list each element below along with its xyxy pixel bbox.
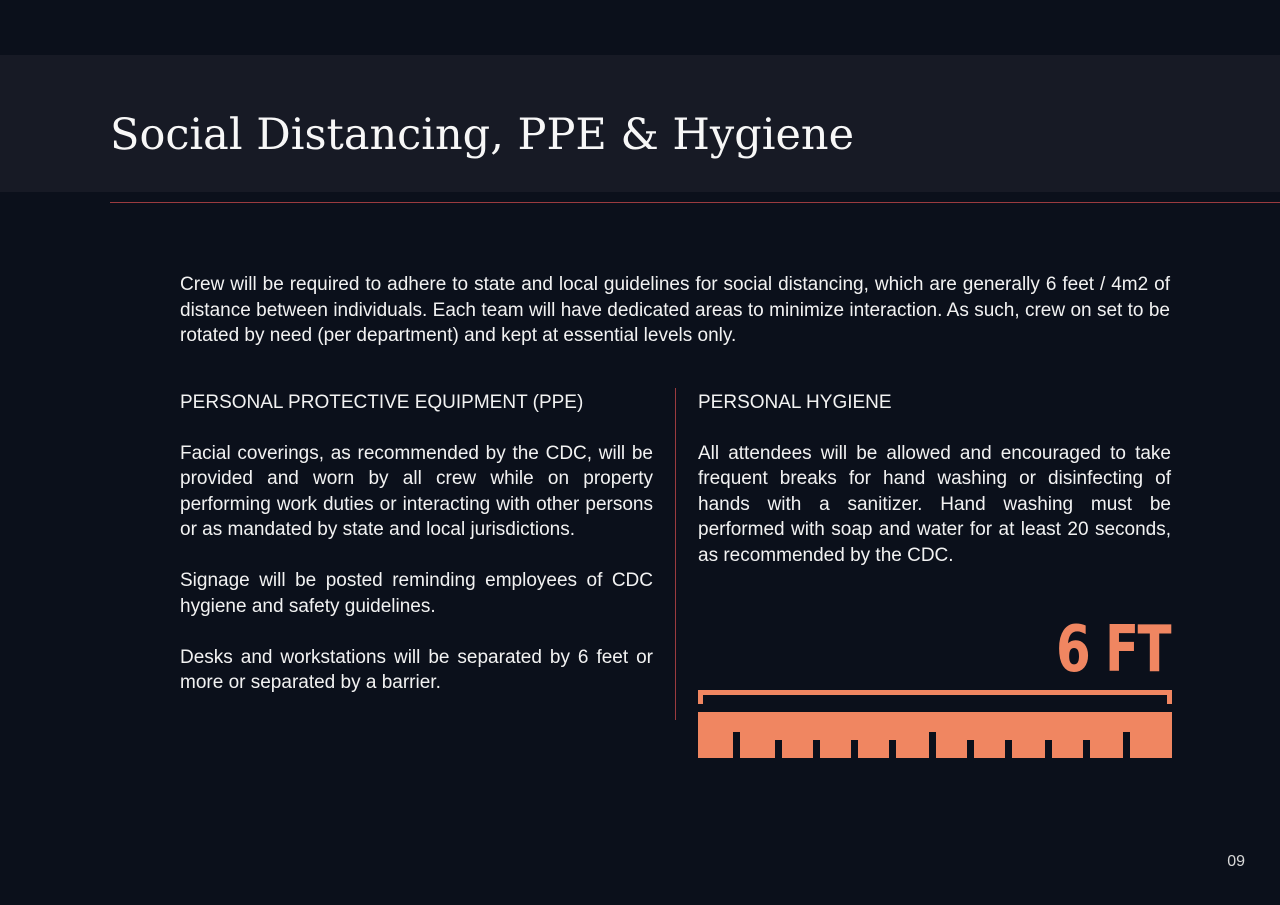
- title-divider: [110, 202, 1280, 203]
- column-divider: [675, 388, 676, 720]
- intro-paragraph: Crew will be required to adhere to state and local guidelines for social distancing, which are generally 6 feet / 4m2 of distance between individuals. Each team will have dedicated areas to minimize interaction. As such, crew on set to be rotated by need (per department) and kept at essential levels only.: [180, 274, 1170, 346]
- ppe-paragraph-facial-coverings: Facial coverings, as recommended by the CDC, will be provided and worn by all crew while on property performing work duties or interacting with other persons or as mandated by state and local jurisdictions.: [180, 442, 653, 540]
- ppe-section: [180, 390, 653, 721]
- six-feet-label: 6 FT: [1055, 613, 1170, 687]
- page-number: 09: [1227, 853, 1245, 870]
- ruler-icon: [698, 688, 1172, 760]
- hygiene-paragraph: All attendees will be allowed and encouraged to take frequent breaks for hand washing or disinfecting of hands with a sanitizer. Hand washing must be performed with soap and water for at least 20 seconds, as recommended by the CDC.: [698, 442, 1171, 566]
- ppe-paragraph-signage: Signage will be posted reminding employees of CDC hygiene and safety guidelines.: [180, 570, 653, 617]
- ppe-paragraph-desks: Desks and workstations will be separated by 6 feet or more or separated by a barrier.: [180, 646, 653, 693]
- hygiene-section: [698, 390, 1171, 594]
- ppe-heading: PERSONAL PROTECTIVE EQUIPMENT (PPE): [180, 392, 584, 413]
- page-title: Social Distancing, PPE & Hygiene: [110, 110, 855, 160]
- hygiene-heading: PERSONAL HYGIENE: [698, 392, 892, 413]
